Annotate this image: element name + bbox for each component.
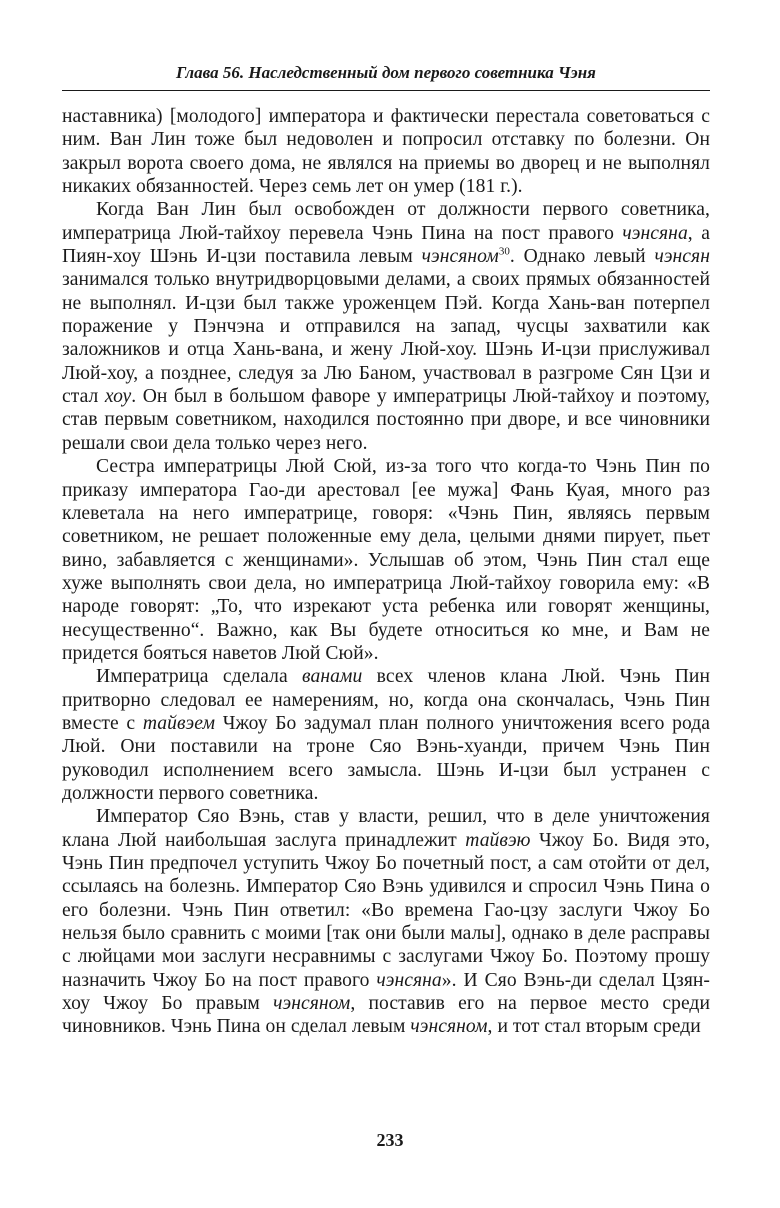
italic-term: чэнсяном: [273, 993, 351, 1015]
paragraph: [62, 805, 710, 1038]
paragraph: [62, 198, 710, 455]
page-number: 233: [376, 1130, 404, 1150]
text-run: Чжоу Бо задумал план полного уничтожения всего рода Люй. Они поставили на троне Сяо Вэнь-хуанди, причем Чэнь Пин руководил исполнением всего замысла. Шэнь И-цзи был устранен с должности первого советника.: [62, 712, 710, 804]
running-head: Глава 56. Наследственный дом первого советника Чэня: [176, 63, 596, 82]
italic-term: чэнсян: [654, 246, 710, 268]
paragraph: [62, 455, 710, 665]
paragraph: [62, 665, 710, 805]
italic-term: тайвэем: [142, 712, 216, 734]
text-run: наставника) [молодого] императора и фактически перестала советоваться с ним. Ван Лин тоже был недоволен и попросил отставку по болезни. Он закрыл ворота своего дома, не являлся на приемы во дворец и не выполнял никаких обязанностей. Через семь лет он умер (181 г.).: [62, 106, 710, 198]
paragraph: [62, 105, 710, 198]
header-rule: [62, 90, 710, 91]
text-run: занимался только внутридворцовыми делами, а своих прямых обязанностей не выполнял. И-цзи был также уроженцем Пэй. Когда Хань-ван потерпел поражение у Пэнчэна и отправился на запад, чусцы захватили как заложников и отца Хань-вана, и жену Люй-хоу. Шэнь И-цзи прислуживал Люй-хоу, а позднее, следуя за Лю Баном, участвовал в разгроме Сян Цзи и стал: [62, 269, 710, 408]
text-run: Императрица сделала: [96, 666, 303, 688]
text-run: Когда Ван Лин был освобожден от должности первого советника, императрица Люй-тайхоу перевела Чэнь Пина на пост правого: [62, 199, 710, 244]
text-run: . Он был в большом фаворе у императрицы Люй-тайхоу и поэтому, став первым советником, находился постоянно при дворе, и все чиновники решали свои дела только через него.: [62, 386, 710, 454]
text-run: Император Сяо Вэнь, став у власти, решил, что в деле уничтожения клана Люй наибольшая заслуга принадлежит: [62, 806, 710, 851]
footnote-ref: 30: [498, 245, 510, 258]
italic-term: тайвэю: [465, 829, 531, 851]
text-run: Чжоу Бо. Видя это, Чэнь Пин предпочел уступить Чжоу Бо почетный пост, а сам отойти от дел, ссылаясь на болезнь. Император Сяо Вэнь удивился и спросил Чэнь Пина о его болезни. Чэнь Пин ответил: «Во времена Гао-цзу заслуги Чжоу Бо нельзя было сравнить с моими [так они были малы], однако в деле расправы с люйцами мои заслуги несравнимы с заслугами Чжоу Бо. Поэтому прошу назначить Чжоу Бо на пост правого: [62, 829, 710, 991]
italic-term: чэнсяна: [376, 969, 442, 991]
italic-term: хоу: [104, 386, 132, 408]
text-run: , а Пиян-хоу Шэнь И-цзи поставила левым: [62, 222, 710, 268]
italic-term: чэнсяном: [410, 1016, 488, 1038]
text-run: всех членов клана Люй. Чэнь Пин притворно следовал ее намерениям, но, когда она скончалась, Чэнь Пин вместе с: [62, 666, 710, 734]
text-run: . Однако левый: [509, 246, 655, 268]
italic-term: чэнсяном: [421, 246, 499, 268]
body-text: [62, 105, 710, 1039]
italic-term: ванами: [302, 666, 363, 688]
italic-term: чэнсяна: [622, 222, 688, 244]
text-run: , поставив его на первое место среди чиновников. Чэнь Пина он сделал левым: [62, 993, 710, 1038]
text-run: ». И Сяо Вэнь-ди сделал Цзян-хоу Чжоу Бо правым: [62, 969, 710, 1015]
text-run: Сестра императрицы Люй Сюй, из-за того что когда-то Чэнь Пин по приказу императора Гао-ди арестовал [ее мужа] Фань Куая, много раз клеветала на него императрице, говоря: «Чэнь Пин, являясь первым советником, не решает положенные ему дела, целыми днями пирует, пьет вино, забавляется с женщинами». Услышав об этом, Чэнь Пин стал еще хуже выполнять свои дела, но императрица Люй-тайхоу говорила ему: «В народе говорят: „То, что изрекают уста ребенка или говорят женщины, несущественно“. Важно, как Вы будете относиться ко мне, и Вам не придется бояться наветов Люй Сюй».: [62, 456, 710, 664]
text-run: , и тот стал вторым среди: [487, 1016, 701, 1038]
